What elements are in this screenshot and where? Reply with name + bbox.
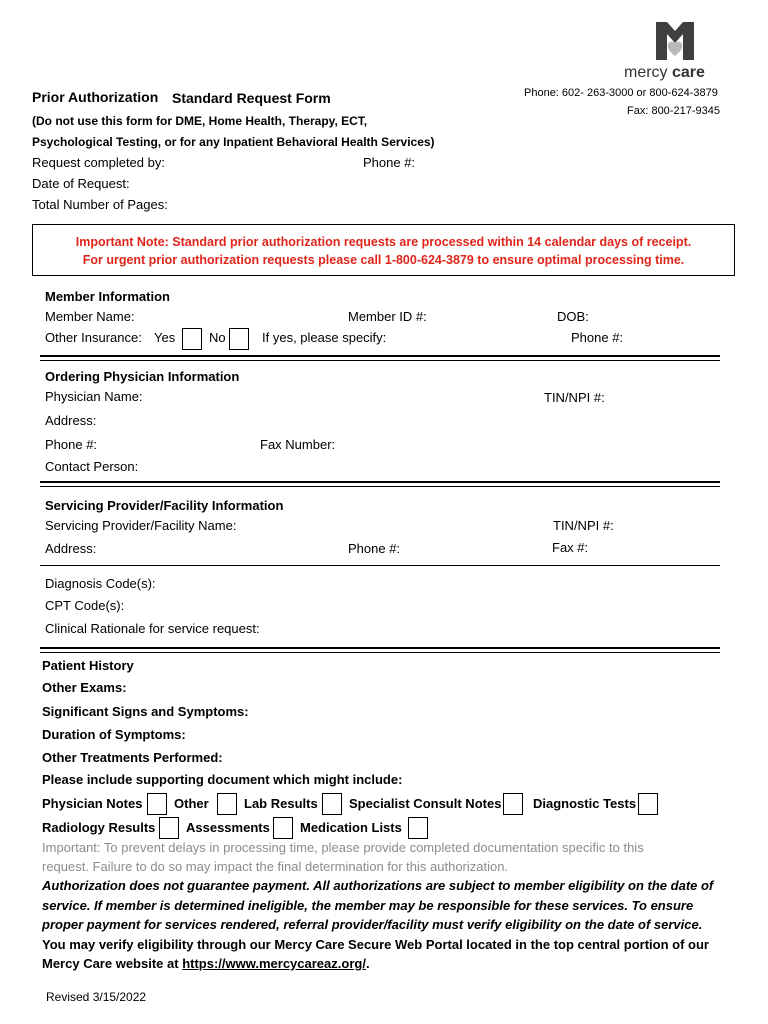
radiology-results-label: Radiology Results <box>42 820 156 835</box>
section-divider <box>40 652 720 653</box>
disclaimer-italic-text: Authorization does not guarantee payment. All authorizations are subject to member eligibility on the date of service. If member is determined ineligible, the member may be responsible for these services. To ensure proper payment for services rendered, referral provider/facility must verify eligibility on the date of service. <box>42 878 714 932</box>
disclaimer-end: . <box>365 956 370 971</box>
section-divider <box>40 355 720 357</box>
ordering-phone-label: Phone #: <box>45 437 98 452</box>
insurance-yes-label: Yes <box>154 330 176 345</box>
medication-lists-checkbox[interactable] <box>408 817 428 839</box>
contact-person-label: Contact Person: <box>45 459 139 474</box>
logo-mark-icon <box>654 22 696 60</box>
insurance-yes-checkbox[interactable] <box>182 328 202 350</box>
diagnosis-code-label: Diagnosis Code(s): <box>45 576 156 591</box>
ordering-fax-label: Fax Number: <box>260 437 336 452</box>
important-note-line2: For urgent prior authorization requests please call 1-800-624-3879 to ensure optimal processing time. <box>82 253 685 267</box>
other-insurance-label: Other Insurance: <box>45 330 142 345</box>
section-divider <box>40 486 720 487</box>
insurance-no-checkbox[interactable] <box>229 328 249 350</box>
member-phone-label: Phone #: <box>571 330 624 345</box>
physician-name-label: Physician Name: <box>45 389 143 404</box>
revised-date: Revised 3/15/2022 <box>46 990 147 1004</box>
radiology-results-checkbox[interactable] <box>159 817 179 839</box>
servicing-address-label: Address: <box>45 541 97 556</box>
request-completed-by-label: Request completed by: <box>32 155 165 170</box>
physician-notes-label: Physician Notes <box>42 796 143 811</box>
servicing-provider-heading: Servicing Provider/Facility Information <box>45 498 284 513</box>
other-doc-label: Other <box>174 796 209 811</box>
clinical-rationale-label: Clinical Rationale for service request: <box>45 621 260 636</box>
member-dob-label: DOB: <box>557 309 589 324</box>
assessments-checkbox[interactable] <box>273 817 293 839</box>
ordering-tin-label: TIN/NPI #: <box>544 390 605 405</box>
mercy-care-website-link[interactable]: https://www.mercycareaz.org/ <box>182 956 366 971</box>
member-name-label: Member Name: <box>45 309 135 324</box>
diagnostic-tests-checkbox[interactable] <box>638 793 658 815</box>
section-divider <box>40 565 720 566</box>
total-pages-label: Total Number of Pages: <box>32 197 168 212</box>
form-title-part1: Prior Authorization <box>32 89 159 105</box>
request-date-label: Date of Request: <box>32 176 130 191</box>
section-divider <box>40 481 720 483</box>
documentation-note-line2: request. Failure to do so may impact the final determination for this authorization. <box>42 859 509 874</box>
member-info-heading: Member Information <box>45 289 170 304</box>
duration-label: Duration of Symptoms: <box>42 727 186 742</box>
logo-wordmark: mercy care <box>624 64 705 81</box>
insurance-specify-label: If yes, please specify: <box>262 330 387 345</box>
diagnostic-tests-label: Diagnostic Tests <box>533 796 637 811</box>
servicing-phone-label: Phone #: <box>348 541 401 556</box>
supporting-docs-label: Please include supporting document which might include: <box>42 772 403 787</box>
assessments-label: Assessments <box>186 820 270 835</box>
servicing-fax-label: Fax #: <box>552 540 589 555</box>
medication-lists-label: Medication Lists <box>300 820 402 835</box>
section-divider <box>40 647 720 649</box>
form-subtitle-line1: (Do not use this form for DME, Home Health, Therapy, ECT, <box>32 114 368 128</box>
physician-notes-checkbox[interactable] <box>147 793 167 815</box>
ordering-address-label: Address: <box>45 413 97 428</box>
other-exams-label: Other Exams: <box>42 680 127 695</box>
specialist-consult-label: Specialist Consult Notes <box>349 796 502 811</box>
contact-phone: Phone: 602- 263-3000 or 800-624-3879 <box>524 87 718 99</box>
disclaimer-text: You may verify eligibility through our Mercy Care Secure Web Portal located in the top central portion of our Mercy Care website at <box>42 936 709 971</box>
cpt-code-label: CPT Code(s): <box>45 598 125 613</box>
specialist-consult-checkbox[interactable] <box>503 793 523 815</box>
signs-symptoms-label: Significant Signs and Symptoms: <box>42 704 249 719</box>
ordering-physician-heading: Ordering Physician Information <box>45 369 240 384</box>
lab-results-checkbox[interactable] <box>322 793 342 815</box>
patient-history-heading: Patient History <box>42 658 134 673</box>
section-divider <box>40 360 720 361</box>
form-subtitle-line2: Psychological Testing, or for any Inpatient Behavioral Health Services) <box>32 135 435 149</box>
important-note-box <box>32 224 735 276</box>
request-phone-label: Phone #: <box>363 155 416 170</box>
servicing-name-label: Servicing Provider/Facility Name: <box>45 518 237 533</box>
insurance-no-label: No <box>209 330 226 345</box>
servicing-tin-label: TIN/NPI #: <box>553 518 614 533</box>
documentation-note-line1: Important: To prevent delays in processing time, please provide completed documentation specific to this <box>42 840 644 855</box>
payment-disclaimer <box>42 876 722 974</box>
important-note-line1: Important Note: Standard prior authorization requests are processed within 14 calendar days of receipt. <box>75 235 692 249</box>
treatments-label: Other Treatments Performed: <box>42 750 223 765</box>
lab-results-label: Lab Results <box>244 796 318 811</box>
member-id-label: Member ID #: <box>348 309 427 324</box>
form-title-part2: Standard Request Form <box>172 90 331 106</box>
other-doc-checkbox[interactable] <box>217 793 237 815</box>
contact-fax: Fax: 800-217-9345 <box>627 105 720 117</box>
